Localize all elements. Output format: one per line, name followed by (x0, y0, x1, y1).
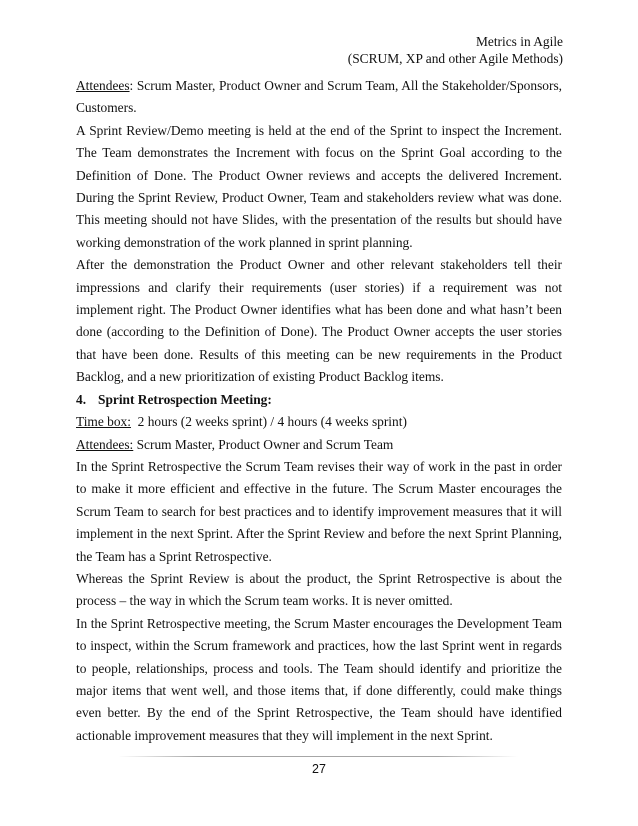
header-title: Metrics in Agile (475, 34, 563, 49)
section-number: 4. (76, 391, 87, 407)
attendees-review (76, 75, 562, 120)
paragraph: In the Sprint Retrospective the Scrum Team revises their way of work in the past in order to make it more efficient and effective in the future. The Scrum Master encourages the Scrum Team to search for best practices and to identify improvement measures that it will implement in the next Sprint. After the Sprint Review and before the next Sprint Planning, the Team has a Sprint Retrospective. (76, 458, 562, 564)
section-title: Sprint Retrospection Meeting: (98, 391, 272, 407)
paragraph: A Sprint Review/Demo meeting is held at the end of the Sprint to inspect the Increment. The Team demonstrates the Increment with focus on the Sprint Goal according to the Definition of Done. The Product Owner reviews and accepts the delivered Increment. During the Sprint Review, Product Owner, Team and stakeholders review what was done. This meeting should not have Slides, with the presentation of the results but should have working demonstration of the work planned in sprint planning. (76, 122, 562, 250)
footer-divider (118, 756, 518, 757)
attendees-label: Attendees (76, 78, 130, 93)
attendees-retro (76, 434, 562, 456)
section-heading (76, 389, 562, 411)
document-body (76, 75, 562, 747)
running-header (348, 33, 563, 67)
attendees-label: Attendees: (76, 436, 134, 452)
attendees-text: Scrum Master, Product Owner and Scrum Team (133, 436, 394, 452)
page-number: 27 (312, 762, 326, 776)
header-subtitle: (SCRUM, XP and other Agile Methods) (347, 51, 563, 66)
timebox-line (76, 411, 562, 433)
paragraph: In the Sprint Retrospective meeting, the Scrum Master encourages the Development Team to inspect, within the Scrum framework and practices, how the last Sprint went in regards to people, relationships, process and tools. The Team should identify and prioritize the major items that went well, and those items that, if done differently, could make things even better. By the end of the Sprint Retrospective, the Team should have identified actionable improvement measures that they will implement in the next Sprint. (76, 615, 562, 743)
paragraph: Whereas the Sprint Review is about the product, the Sprint Retrospective is about the process – the way in which the Scrum team works. It is never omitted. (76, 570, 562, 609)
paragraph: After the demonstration the Product Owner and other relevant stakeholders tell their impressions and clarify their requirements (user stories) if a requirement was not implement right. The Product Owner identifies what has been done and what hasn’t been done (according to the Definition of Done). The Product Owner accepts the user stories that have been done. Results of this meeting can be new requirements in the Product Backlog, and a new prioritization of existing Product Backlog items. (76, 257, 562, 385)
timebox-label: Time box: (76, 414, 131, 430)
attendees-text: : Scrum Master, Product Owner and Scrum Team, All the Stakeholder/Sponsors, Customers. (76, 78, 562, 116)
timebox-text: 2 hours (2 weeks sprint) / 4 hours (4 weeks sprint) (130, 414, 407, 430)
